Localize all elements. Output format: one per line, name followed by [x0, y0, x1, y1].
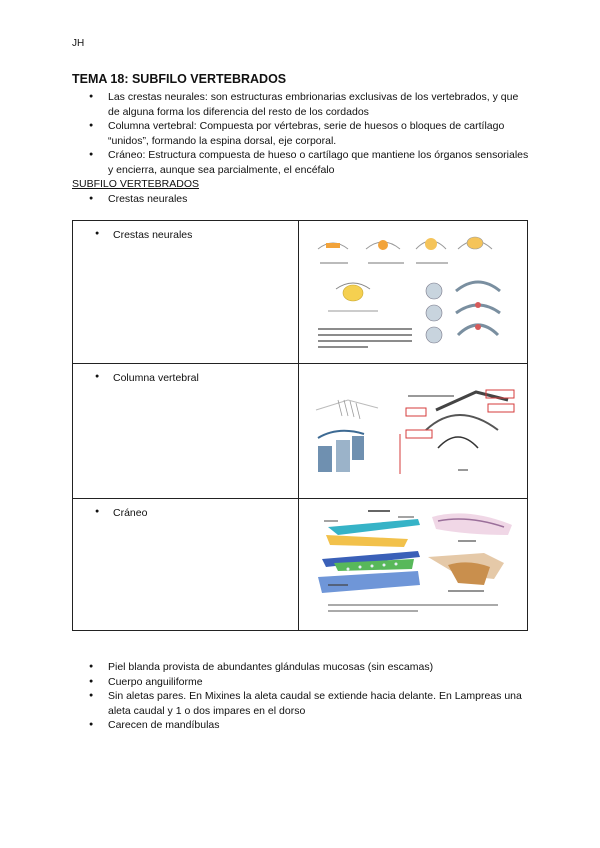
cell-label: ● Cráneo	[73, 499, 298, 519]
list-item: ● Cuerpo anguiliforme	[72, 675, 532, 690]
sub-list	[72, 192, 532, 207]
section-subtitle: SUBFILO VERTEBRADOS	[72, 178, 200, 190]
table-row	[73, 221, 528, 364]
page-title: TEMA 18: SUBFILO VERTEBRADOS	[72, 72, 287, 86]
list-item: ● Sin aletas pares. En Mixines la aleta caudal se extiende hacia delante. En Lampreas una aleta caudal y 1 o dos impares en el dorso	[72, 689, 532, 718]
table-row	[73, 364, 528, 499]
list-item: ● Las crestas neurales: son estructuras embrionarias exclusivas de los vertebrados, y que de alguna forma los diferencia del resto de los cordados	[72, 90, 532, 119]
list-item: ● Columna vertebral: Compuesta por vértebras, serie de huesos o bloques de cartílago “unidos”, formando la espina dorsal, eje corporal.	[72, 119, 532, 148]
list-item: ● Piel blanda provista de abundantes glándulas mucosas (sin escamas)	[72, 660, 532, 675]
list-item: ● Carecen de mandíbulas	[72, 718, 532, 733]
table-image-cell	[299, 499, 528, 631]
table-label-cell	[73, 364, 299, 499]
figures-table	[72, 220, 528, 631]
table-label-cell	[73, 221, 299, 364]
table-image-cell	[299, 364, 528, 499]
characteristics-list	[72, 660, 532, 733]
intro-list	[72, 90, 532, 177]
neural-crest-figure	[308, 227, 518, 355]
list-item: ● Crestas neurales	[72, 192, 532, 207]
cell-label: ● Crestas neurales	[73, 221, 298, 241]
list-item: ● Cráneo: Estructura compuesta de hueso o cartílago que mantiene los órganos sensoriales y encierra, aunque sea parcialmente, el encéfalo	[72, 148, 532, 177]
table-row	[73, 499, 528, 631]
header-initials: JH	[72, 38, 85, 49]
vertebral-column-figure	[308, 370, 518, 488]
table-label-cell	[73, 499, 299, 631]
table-image-cell	[299, 221, 528, 364]
skull-figure	[308, 505, 518, 620]
cell-label: ● Columna vertebral	[73, 364, 298, 384]
